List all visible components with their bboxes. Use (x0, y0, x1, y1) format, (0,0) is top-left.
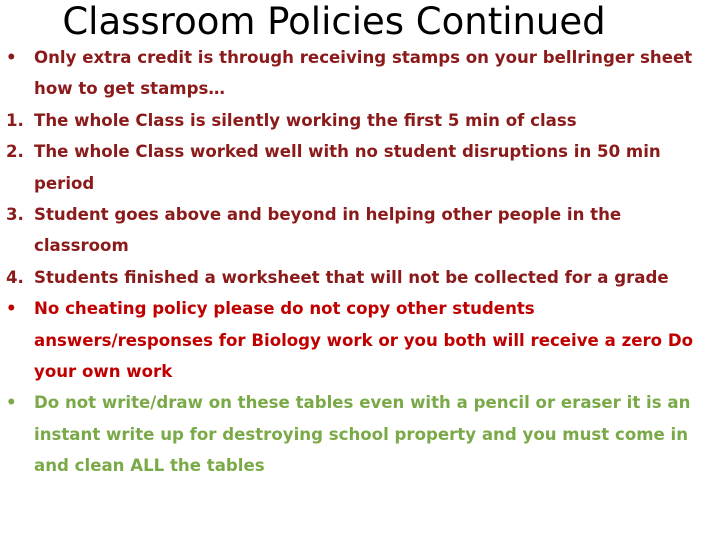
bullet-marker: • (6, 299, 17, 319)
list-item-text: Student goes above and beyond in helping other people in the classroom (34, 205, 622, 256)
list-item-text: Students finished a worksheet that will not be collected for a grade (34, 267, 669, 287)
number-marker: 2. (6, 142, 24, 162)
list-item-extra-credit (6, 42, 712, 105)
list-item-stamp-rule-3 (6, 199, 712, 262)
number-marker: 4. (6, 267, 24, 287)
list-item-stamp-rule-2 (6, 136, 712, 199)
list-item-text: Only extra credit is through receiving stamps on your bellringer sheet how to get stamps… (34, 48, 693, 99)
bullet-marker: • (6, 48, 17, 67)
list-item-text: The whole Class is silently working the first 5 min of class (34, 110, 577, 130)
list-item-text: No cheating policy please do not copy other students answers/responses for Biology work or you both will receive a zero Do your own work (34, 299, 694, 382)
number-marker: 3. (6, 205, 24, 225)
list-item-stamp-rule-4 (6, 262, 712, 293)
number-marker: 1. (6, 110, 24, 130)
list-item-text: Do not write/draw on these tables even with a pencil or eraser it is an instant write up for destroying school property and you must come in and clean ALL the tables (34, 393, 691, 476)
slide-title: Classroom Policies Continued (62, 0, 606, 43)
policy-list (6, 42, 712, 482)
list-item-cheating-policy (6, 293, 712, 387)
list-item-stamp-rule-1 (6, 105, 712, 136)
list-item-tables-policy (6, 387, 712, 481)
list-item-text: The whole Class worked well with no student disruptions in 50 min period (34, 142, 661, 193)
bullet-marker: • (6, 393, 17, 413)
